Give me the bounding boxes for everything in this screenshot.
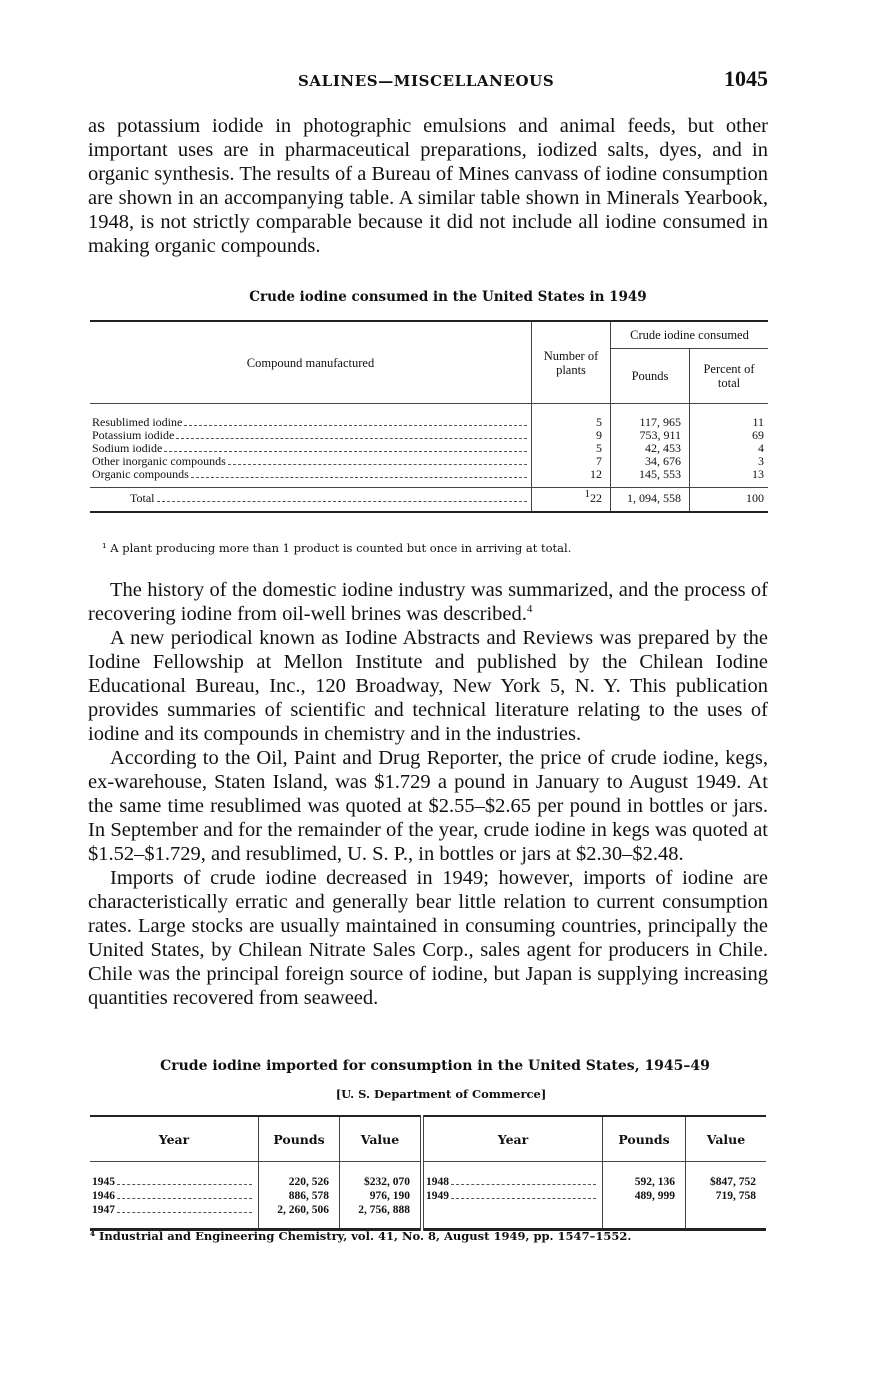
total-plants: $^1$22	[532, 488, 611, 513]
pounds-value: 753, 911	[611, 429, 690, 442]
paragraph: Imports of crude iodine decreased in 1949; however, imports of iodine are characteristically erratic and generally bear little relation to current consumption rates. Large stocks are usually maintained in consuming countries, principally the United States, by Chilean Nitrate Sales Corp., sales agent for producers in Chile. Chile was the principal foreign source of iodine, but Japan is supplying increasing quantities recovered from seaweed.	[88, 867, 768, 1009]
percent-value: 4	[690, 442, 769, 455]
year: 1946	[92, 1190, 115, 1202]
imports-table	[90, 1115, 766, 1231]
running-head	[88, 66, 768, 98]
col-year-header: Year	[90, 1116, 259, 1162]
plants-value: 7	[532, 455, 611, 468]
pounds-value: 489, 999	[603, 1189, 686, 1203]
value-amount: $232, 070	[340, 1162, 423, 1190]
col-compound-header: Compound manufactured	[90, 321, 532, 404]
page-footnote: ⁴ Industrial and Engineering Chemistry, vol. 41, No. 8, August 1949, pp. 1547–1552.	[90, 1229, 632, 1243]
running-title: SALINES—MISCELLANEOUS	[298, 72, 555, 90]
paragraph: as potassium iodide in photographic emulsions and animal feeds, but other important uses are in pharmaceutical preparations, iodized salts, dyes, and in organic synthesis. The results of a Bureau of Mines canvass of iodine consumption are shown in an accompanying table. A similar table shown in Minerals Yearbook, 1948, is not strictly comparable because it did not include all iodine consumed in making organic compounds.	[88, 115, 768, 257]
total-row	[90, 488, 768, 513]
total-percent: 100	[690, 488, 769, 513]
col-percent-header: Percent of total	[690, 349, 769, 404]
pounds-value: 117, 965	[611, 416, 690, 429]
compound-name: Other inorganic compounds	[92, 455, 226, 468]
col-pounds-header: Pounds	[603, 1116, 686, 1162]
year: 1949	[426, 1190, 449, 1202]
pounds-value: 592, 136	[603, 1162, 686, 1190]
col-value-header: Value	[686, 1116, 767, 1162]
plants-value: 5	[532, 416, 611, 429]
compound-name: Organic compounds	[92, 468, 189, 481]
pounds-value: 220, 526	[259, 1162, 340, 1190]
year: 1945	[92, 1176, 115, 1188]
col-pounds-header: Pounds	[611, 349, 690, 404]
plants-value: 9	[532, 429, 611, 442]
paragraph: The history of the domestic iodine industry was summarized, and the process of recovering iodine from oil-well brines was described.$^4$	[88, 579, 768, 625]
col-plants-header: Number of plants	[532, 321, 611, 404]
compound-name: Sodium iodide	[92, 442, 163, 455]
table1-footnote: ¹ A plant producing more than 1 product is counted but once in arriving at total.	[102, 541, 572, 555]
table-row	[90, 468, 768, 488]
table2-source: [U. S. Department of Commerce]	[335, 1087, 547, 1101]
table-row	[90, 1189, 766, 1203]
pounds-value: 42, 453	[611, 442, 690, 455]
year: 1948	[426, 1176, 449, 1188]
value-amount: 2, 756, 888	[340, 1203, 423, 1230]
pounds-value: 145, 553	[611, 468, 690, 488]
table2-title: Crude iodine imported for consumption in the United States, 1945–49	[160, 1058, 710, 1074]
total-label: Total	[130, 492, 155, 505]
table1-title: Crude iodine consumed in the United States in 1949	[249, 289, 647, 305]
plants-value: 12	[532, 468, 611, 488]
table-row	[90, 1203, 766, 1230]
paragraph: A new periodical known as Iodine Abstracts and Reviews was prepared by the Iodine Fellowship at Mellon Institute and published by the Chilean Iodine Educational Bureau, Inc., 120 Broadway, New York 5, N. Y. This publication provides summaries of scientific and technical literature relating to the uses of iodine and its compounds in chemistry and in the industries.	[88, 627, 768, 745]
paragraph: According to the Oil, Paint and Drug Reporter, the price of crude iodine, kegs, ex-warehouse, Staten Island, was $1.729 a pound in January to August 1949. At the same time resublimed was quoted at $2.55–$2.65 per pound in bottles or jars. In September and for the remainder of the year, crude iodine in kegs was quoted at $1.52–$1.729, and resublimed, U. S. P., in bottles or jars at $2.30–$2.48.	[88, 747, 768, 865]
col-value-header: Value	[340, 1116, 423, 1162]
compound-name: Potassium iodide	[92, 429, 175, 442]
value-amount: 976, 190	[340, 1189, 423, 1203]
pounds-value: 34, 676	[611, 455, 690, 468]
footnote-marker: 4	[526, 603, 533, 616]
compound-name: Resublimed iodine	[92, 416, 183, 429]
col-pounds-header: Pounds	[259, 1116, 340, 1162]
col-year-header: Year	[422, 1116, 603, 1162]
page-number: 1045	[724, 66, 768, 91]
percent-value: 13	[690, 468, 769, 488]
value-amount: 719, 758	[686, 1189, 767, 1203]
plants-value: 5	[532, 442, 611, 455]
table-row	[90, 1162, 766, 1190]
pounds-value: 2, 260, 506	[259, 1203, 340, 1230]
percent-value: 69	[690, 429, 769, 442]
percent-value: 11	[690, 416, 769, 429]
year: 1947	[92, 1204, 115, 1216]
pounds-value: 886, 578	[259, 1189, 340, 1203]
body-text	[88, 578, 768, 1010]
intro-text	[88, 114, 768, 258]
value-amount: $847, 752	[686, 1162, 767, 1190]
consumption-table	[90, 320, 768, 513]
total-pounds: 1, 094, 558	[611, 488, 690, 513]
col-group-header: Crude iodine consumed	[611, 321, 769, 349]
footnote-marker: 1	[584, 488, 590, 500]
percent-value: 3	[690, 455, 769, 468]
